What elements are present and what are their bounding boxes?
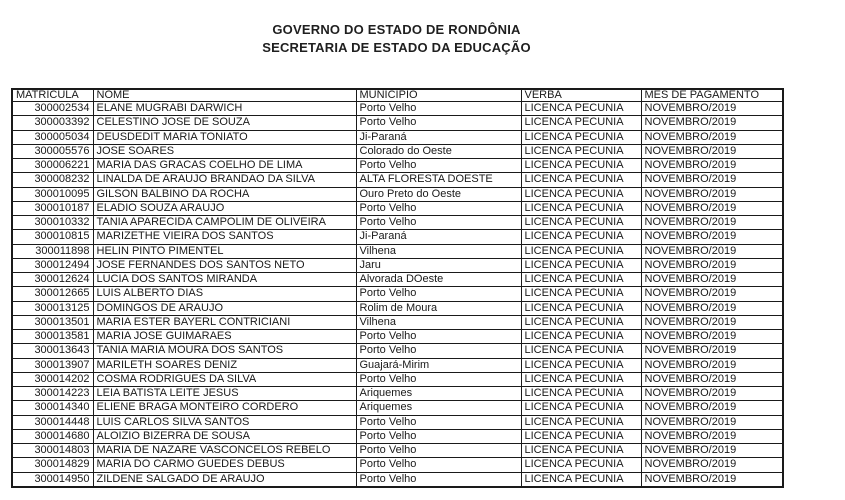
- table-cell-mes-pagamento: NOVEMBRO/2019: [641, 258, 783, 272]
- table-cell-nome: MARIA DAS GRACAS COELHO DE LIMA: [93, 159, 356, 173]
- table-cell-municipio: Ouro Preto do Oeste: [356, 187, 521, 201]
- table-cell-matricula: 300010332: [12, 216, 93, 230]
- table-header-row: [12, 89, 783, 102]
- table-cell-mes-pagamento: NOVEMBRO/2019: [641, 159, 783, 173]
- table-cell-mes-pagamento: NOVEMBRO/2019: [641, 358, 783, 372]
- table-cell-matricula: 300014680: [12, 429, 93, 443]
- table-cell-matricula: 300014223: [12, 387, 93, 401]
- table-cell-municipio: Porto Velho: [356, 116, 521, 130]
- table-cell-verba: LICENCA PECUNIA: [521, 372, 641, 386]
- table-cell-nome: LINALDA DE ARAUJO BRANDAO DA SILVA: [93, 173, 356, 187]
- table-cell-verba: LICENCA PECUNIA: [521, 201, 641, 215]
- table-row: [12, 372, 783, 386]
- table-cell-verba: LICENCA PECUNIA: [521, 244, 641, 258]
- title-line-government: GOVERNO DO ESTADO DE RONDÔNIA: [272, 22, 521, 37]
- table-cell-municipio: Ji-Paraná: [356, 230, 521, 244]
- table-row: [12, 401, 783, 415]
- document-header: [11, 21, 782, 56]
- table-cell-nome: HELIN PINTO PIMENTEL: [93, 244, 356, 258]
- table-cell-municipio: Porto Velho: [356, 458, 521, 472]
- table-cell-nome: MARIA DO CARMO GUEDES DEBUS: [93, 458, 356, 472]
- table-cell-mes-pagamento: NOVEMBRO/2019: [641, 301, 783, 315]
- table-row: [12, 159, 783, 173]
- table-cell-municipio: Ariquemes: [356, 387, 521, 401]
- table-row: [12, 458, 783, 472]
- table-cell-verba: LICENCA PECUNIA: [521, 144, 641, 158]
- table-cell-municipio: Porto Velho: [356, 415, 521, 429]
- table-cell-matricula: 300013907: [12, 358, 93, 372]
- table-row: [12, 144, 783, 158]
- table-row: [12, 472, 783, 487]
- table-cell-verba: LICENCA PECUNIA: [521, 159, 641, 173]
- table-cell-matricula: 300005034: [12, 130, 93, 144]
- table-row: [12, 330, 783, 344]
- table-cell-verba: LICENCA PECUNIA: [521, 258, 641, 272]
- table-cell-mes-pagamento: NOVEMBRO/2019: [641, 429, 783, 443]
- table-row: [12, 187, 783, 201]
- table-cell-nome: DEUSDEDIT MARIA TONIATO: [93, 130, 356, 144]
- table-cell-nome: ELADIO SOUZA ARAUJO: [93, 201, 356, 215]
- table-cell-nome: ELIENE BRAGA MONTEIRO CORDERO: [93, 401, 356, 415]
- table-row: [12, 230, 783, 244]
- table-cell-municipio: Porto Velho: [356, 429, 521, 443]
- table-cell-mes-pagamento: NOVEMBRO/2019: [641, 372, 783, 386]
- table-cell-mes-pagamento: NOVEMBRO/2019: [641, 330, 783, 344]
- table-cell-nome: COSMA RODRIGUES DA SILVA: [93, 372, 356, 386]
- table-cell-verba: LICENCA PECUNIA: [521, 401, 641, 415]
- table-cell-matricula: 300013125: [12, 301, 93, 315]
- table-cell-nome: MARIA ESTER BAYERL CONTRICIANI: [93, 315, 356, 329]
- table-cell-mes-pagamento: NOVEMBRO/2019: [641, 472, 783, 487]
- table-cell-matricula: 300013643: [12, 344, 93, 358]
- table-cell-mes-pagamento: NOVEMBRO/2019: [641, 230, 783, 244]
- table-cell-verba: LICENCA PECUNIA: [521, 116, 641, 130]
- table-cell-municipio: Vilhena: [356, 244, 521, 258]
- table-cell-municipio: Ji-Paraná: [356, 130, 521, 144]
- column-header-matricula: MATRICULA: [12, 89, 93, 102]
- table-row: [12, 130, 783, 144]
- table-cell-mes-pagamento: NOVEMBRO/2019: [641, 273, 783, 287]
- table-cell-nome: MARILETH SOARES DENIZ: [93, 358, 356, 372]
- table-cell-matricula: 300014448: [12, 415, 93, 429]
- table-cell-mes-pagamento: NOVEMBRO/2019: [641, 102, 783, 116]
- table-cell-mes-pagamento: NOVEMBRO/2019: [641, 444, 783, 458]
- table-row: [12, 344, 783, 358]
- table-cell-verba: LICENCA PECUNIA: [521, 273, 641, 287]
- table-cell-mes-pagamento: NOVEMBRO/2019: [641, 401, 783, 415]
- table-cell-mes-pagamento: NOVEMBRO/2019: [641, 315, 783, 329]
- table-cell-matricula: 300003392: [12, 116, 93, 130]
- table-cell-verba: LICENCA PECUNIA: [521, 102, 641, 116]
- table-cell-nome: GILSON BALBINO DA ROCHA: [93, 187, 356, 201]
- table-cell-verba: LICENCA PECUNIA: [521, 216, 641, 230]
- table-cell-mes-pagamento: NOVEMBRO/2019: [641, 387, 783, 401]
- table-cell-nome: CELESTINO JOSE DE SOUZA: [93, 116, 356, 130]
- table-cell-verba: LICENCA PECUNIA: [521, 315, 641, 329]
- table-cell-municipio: Guajará-Mirim: [356, 358, 521, 372]
- table-cell-matricula: 300005576: [12, 144, 93, 158]
- table-cell-municipio: ALTA FLORESTA DOESTE: [356, 173, 521, 187]
- column-header-verba: VERBA: [521, 89, 641, 102]
- table-cell-matricula: 300012624: [12, 273, 93, 287]
- table-cell-municipio: Colorado do Oeste: [356, 144, 521, 158]
- table-cell-municipio: Porto Velho: [356, 159, 521, 173]
- payment-table: [11, 88, 784, 488]
- table-row: [12, 258, 783, 272]
- table-cell-nome: MARIA JOSE GUIMARAES: [93, 330, 356, 344]
- table-cell-verba: LICENCA PECUNIA: [521, 130, 641, 144]
- table-cell-verba: LICENCA PECUNIA: [521, 287, 641, 301]
- table-cell-mes-pagamento: NOVEMBRO/2019: [641, 344, 783, 358]
- table-row: [12, 244, 783, 258]
- table-row: [12, 116, 783, 130]
- table-cell-mes-pagamento: NOVEMBRO/2019: [641, 244, 783, 258]
- table-cell-municipio: Porto Velho: [356, 201, 521, 215]
- table-row: [12, 287, 783, 301]
- table-body: [12, 102, 783, 488]
- table-cell-matricula: 300006221: [12, 159, 93, 173]
- table-cell-mes-pagamento: NOVEMBRO/2019: [641, 130, 783, 144]
- table-cell-matricula: 300010815: [12, 230, 93, 244]
- table-row: [12, 387, 783, 401]
- table-cell-verba: LICENCA PECUNIA: [521, 358, 641, 372]
- table-cell-municipio: Alvorada DOeste: [356, 273, 521, 287]
- table-cell-municipio: Porto Velho: [356, 344, 521, 358]
- table-cell-matricula: 300014340: [12, 401, 93, 415]
- table-cell-municipio: Vilhena: [356, 315, 521, 329]
- table-cell-municipio: Ariquemes: [356, 401, 521, 415]
- table-cell-municipio: Rolim de Moura: [356, 301, 521, 315]
- table-cell-matricula: 300014803: [12, 444, 93, 458]
- table-cell-verba: LICENCA PECUNIA: [521, 444, 641, 458]
- table-cell-matricula: 300011898: [12, 244, 93, 258]
- table-cell-mes-pagamento: NOVEMBRO/2019: [641, 287, 783, 301]
- table-cell-matricula: 300012665: [12, 287, 93, 301]
- column-header-nome: NOME: [93, 89, 356, 102]
- table-cell-nome: JOSE FERNANDES DOS SANTOS NETO: [93, 258, 356, 272]
- table-cell-mes-pagamento: NOVEMBRO/2019: [641, 144, 783, 158]
- table-cell-mes-pagamento: NOVEMBRO/2019: [641, 201, 783, 215]
- table-row: [12, 415, 783, 429]
- table-cell-verba: LICENCA PECUNIA: [521, 173, 641, 187]
- table-cell-mes-pagamento: NOVEMBRO/2019: [641, 116, 783, 130]
- table-row: [12, 102, 783, 116]
- table-cell-verba: LICENCA PECUNIA: [521, 301, 641, 315]
- table-cell-nome: JOSE SOARES: [93, 144, 356, 158]
- table-cell-nome: LEIA BATISTA LEITE JESUS: [93, 387, 356, 401]
- table-cell-matricula: 300012494: [12, 258, 93, 272]
- table-cell-matricula: 300010095: [12, 187, 93, 201]
- table-cell-verba: LICENCA PECUNIA: [521, 344, 641, 358]
- table-cell-municipio: Porto Velho: [356, 472, 521, 487]
- table-cell-mes-pagamento: NOVEMBRO/2019: [641, 216, 783, 230]
- table-cell-nome: DOMINGOS DE ARAUJO: [93, 301, 356, 315]
- table-cell-matricula: 300013501: [12, 315, 93, 329]
- table-cell-municipio: Porto Velho: [356, 330, 521, 344]
- table-cell-matricula: 300014950: [12, 472, 93, 487]
- table-cell-nome: MARIZETHE VIEIRA DOS SANTOS: [93, 230, 356, 244]
- table-cell-verba: LICENCA PECUNIA: [521, 187, 641, 201]
- table-cell-matricula: 300010187: [12, 201, 93, 215]
- table-cell-municipio: Porto Velho: [356, 102, 521, 116]
- table-cell-mes-pagamento: NOVEMBRO/2019: [641, 173, 783, 187]
- table-cell-matricula: 300013581: [12, 330, 93, 344]
- table-cell-matricula: 300014202: [12, 372, 93, 386]
- table-cell-verba: LICENCA PECUNIA: [521, 429, 641, 443]
- table-cell-nome: TANIA MARIA MOURA DOS SANTOS: [93, 344, 356, 358]
- table-row: [12, 429, 783, 443]
- table-row: [12, 315, 783, 329]
- table-cell-mes-pagamento: NOVEMBRO/2019: [641, 187, 783, 201]
- table-row: [12, 273, 783, 287]
- table-cell-verba: LICENCA PECUNIA: [521, 472, 641, 487]
- table-row: [12, 201, 783, 215]
- table-cell-nome: MARIA DE NAZARE VASCONCELOS REBELO: [93, 444, 356, 458]
- table-row: [12, 173, 783, 187]
- column-header-mes-pagamento: MÊS DE PAGAMENTO: [641, 89, 783, 102]
- table-cell-municipio: Porto Velho: [356, 444, 521, 458]
- table-cell-municipio: Jaru: [356, 258, 521, 272]
- table-cell-verba: LICENCA PECUNIA: [521, 458, 641, 472]
- table-cell-municipio: Porto Velho: [356, 216, 521, 230]
- table-cell-nome: LUIS CARLOS SILVA SANTOS: [93, 415, 356, 429]
- table-cell-nome: ZILDENE SALGADO DE ARAUJO: [93, 472, 356, 487]
- table-row: [12, 444, 783, 458]
- table-cell-municipio: Porto Velho: [356, 287, 521, 301]
- table-cell-verba: LICENCA PECUNIA: [521, 230, 641, 244]
- table-row: [12, 301, 783, 315]
- table-cell-matricula: 300002534: [12, 102, 93, 116]
- table-cell-nome: LUIS ALBERTO DIAS: [93, 287, 356, 301]
- table-cell-nome: ALOIZIO BIZERRA DE SOUSA: [93, 429, 356, 443]
- table-cell-nome: ELANE MUGRABI DARWICH: [93, 102, 356, 116]
- table-row: [12, 216, 783, 230]
- table-cell-mes-pagamento: NOVEMBRO/2019: [641, 458, 783, 472]
- table-cell-nome: TANIA APARECIDA CAMPOLIM DE OLIVEIRA: [93, 216, 356, 230]
- table-cell-matricula: 300014829: [12, 458, 93, 472]
- table-cell-verba: LICENCA PECUNIA: [521, 415, 641, 429]
- table-cell-verba: LICENCA PECUNIA: [521, 330, 641, 344]
- table-cell-nome: LUCIA DOS SANTOS MIRANDA: [93, 273, 356, 287]
- table-cell-municipio: Porto Velho: [356, 372, 521, 386]
- table-cell-verba: LICENCA PECUNIA: [521, 387, 641, 401]
- title-line-secretariat: SECRETARIA DE ESTADO DA EDUCAÇÃO: [262, 39, 531, 55]
- table-cell-mes-pagamento: NOVEMBRO/2019: [641, 415, 783, 429]
- table-row: [12, 358, 783, 372]
- column-header-municipio: MUNICIPIO: [356, 89, 521, 102]
- table-cell-matricula: 300008232: [12, 173, 93, 187]
